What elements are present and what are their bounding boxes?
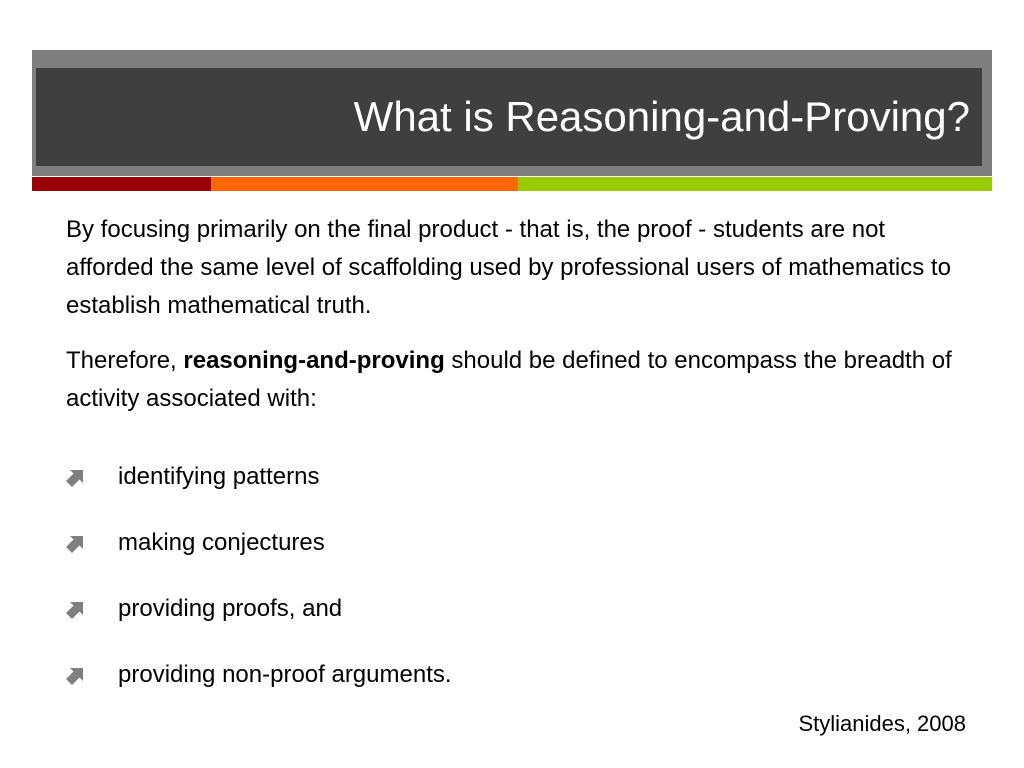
title-bar xyxy=(36,68,982,166)
accent-segment-green xyxy=(518,177,992,191)
bullet-text: providing proofs, and xyxy=(118,595,343,622)
arrow-up-right-icon xyxy=(66,665,118,685)
paragraph-definition-suffix: should be defined to encompass the breadth of activity associated with: xyxy=(66,347,952,412)
paragraph-intro: By focusing primarily on the final product - that is, the proof - students are not afforded the same level of scaffolding used by professional users of mathematics to establish mathematical truth. xyxy=(66,216,951,319)
list-item xyxy=(66,576,946,642)
accent-segment-red xyxy=(32,177,211,191)
citation: Stylianides, 2008 xyxy=(798,711,966,736)
list-item xyxy=(66,444,946,510)
accent-bar xyxy=(32,177,992,191)
paragraph-definition xyxy=(66,342,966,418)
list-item xyxy=(66,510,946,576)
list-item xyxy=(66,642,946,708)
arrow-up-right-icon xyxy=(66,533,118,553)
bullet-text: identifying patterns xyxy=(118,463,320,490)
accent-segment-orange xyxy=(211,177,518,191)
slide-title: What is Reasoning-and-Proving? xyxy=(353,93,970,140)
bullet-list xyxy=(66,444,946,708)
bullet-text: making conjectures xyxy=(118,529,325,556)
bullet-text: providing non-proof arguments. xyxy=(118,661,452,688)
arrow-up-right-icon xyxy=(66,599,118,619)
paragraph-definition-term: reasoning-and-proving xyxy=(183,347,445,374)
arrow-up-right-icon xyxy=(66,467,118,487)
paragraph-definition-prefix: Therefore, xyxy=(66,347,184,374)
